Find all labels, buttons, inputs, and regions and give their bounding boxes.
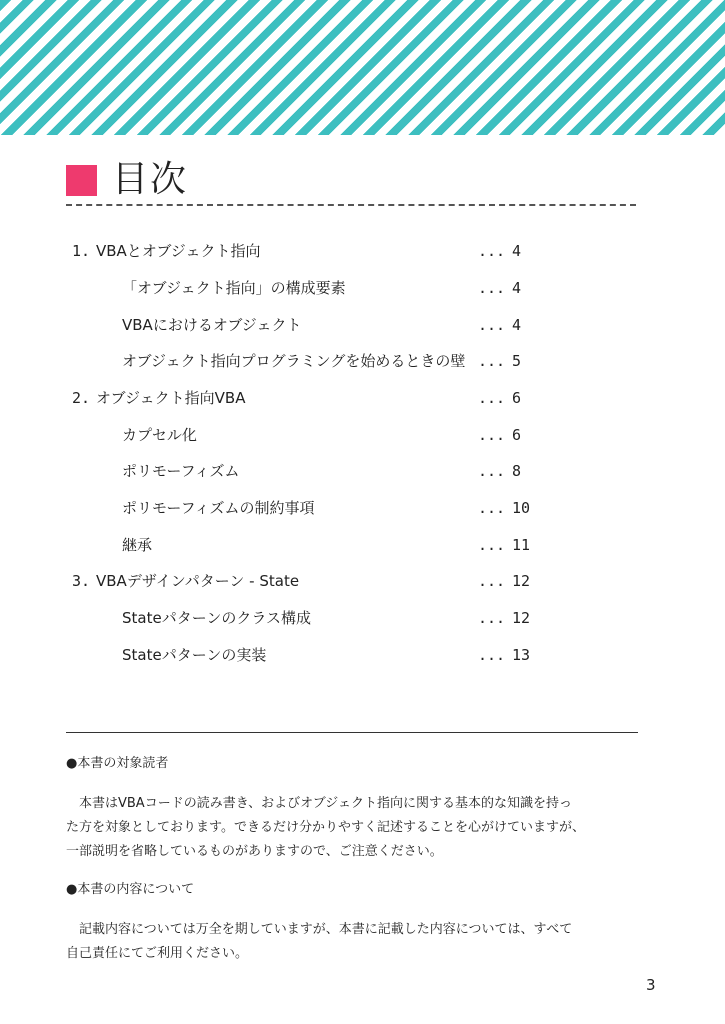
page-number: 3 [646, 976, 656, 994]
section-divider [66, 732, 638, 733]
toc-entry-leader: ... [478, 646, 506, 664]
audience-text-line: 本書はVBAコードの読み書き、およびオブジェクト指向に関する基本的な知識を持っ [66, 796, 573, 811]
toc-entry-page: 10 [512, 499, 531, 517]
toc-entry-page: 4 [512, 316, 522, 334]
toc-entry-page: 11 [512, 536, 531, 554]
toc-entry-leader: ... [478, 242, 506, 260]
audience-text-line: た方を対象としております。できるだけ分かりやすく記述することを心がけていますが、 [66, 820, 585, 835]
toc-entry[interactable] [0, 456, 725, 486]
toc-entry-number: 1. [72, 242, 91, 260]
toc-entry-label: ポリモーフィズム [122, 462, 240, 480]
toc-entry-leader: ... [478, 279, 506, 297]
toc-entry-page: 12 [512, 572, 531, 590]
toc-entry[interactable] [0, 383, 725, 413]
title-dashed-divider [66, 204, 636, 206]
toc-entry[interactable] [0, 346, 725, 376]
content-text-line: 自己責任にてご利用ください。 [66, 946, 249, 961]
title-marker-square [66, 165, 97, 196]
toc-entry-leader: ... [478, 389, 506, 407]
toc-entry[interactable] [0, 530, 725, 560]
striped-header-band [0, 0, 725, 135]
toc-entry-page: 5 [512, 352, 522, 370]
toc-entry-leader: ... [478, 499, 506, 517]
toc-entry-leader: ... [478, 462, 506, 480]
toc-entry[interactable] [0, 236, 725, 266]
toc-entry-page: 13 [512, 646, 531, 664]
toc-entry-page: 8 [512, 462, 522, 480]
toc-entry[interactable] [0, 273, 725, 303]
audience-text-line: 一部説明を省略しているものがありますので、ご注意ください。 [66, 844, 443, 859]
toc-entry-page: 4 [512, 279, 522, 297]
toc-entry-leader: ... [478, 572, 506, 590]
toc-entry[interactable] [0, 566, 725, 596]
toc-entry-label: VBAにおけるオブジェクト [122, 316, 302, 334]
content-text-line: 記載内容については万全を期していますが、本書に記載した内容については、すべて [66, 922, 573, 937]
toc-entry-label: 継承 [122, 536, 153, 554]
toc-entry-label: Stateパターンのクラス構成 [122, 609, 311, 627]
toc-entry-page: 4 [512, 242, 522, 260]
toc-entry-label: オブジェクト指向プログラミングを始めるときの壁 [122, 352, 466, 370]
toc-entry-page: 6 [512, 426, 522, 444]
toc-entry-leader: ... [478, 352, 506, 370]
toc-entry[interactable] [0, 603, 725, 633]
toc-entry-number: 2. [72, 389, 91, 407]
toc-entry-label: 「オブジェクト指向」の構成要素 [122, 279, 346, 297]
toc-entry[interactable] [0, 420, 725, 450]
audience-heading: ●本書の対象読者 [66, 756, 169, 771]
toc-entry-leader: ... [478, 536, 506, 554]
toc-entry-leader: ... [478, 609, 506, 627]
toc-entry-leader: ... [478, 316, 506, 334]
toc-entry-label: カプセル化 [122, 426, 197, 444]
toc-entry-label: VBAデザインパターン - State [96, 572, 300, 590]
toc-entry[interactable] [0, 640, 725, 670]
toc-entry[interactable] [0, 310, 725, 340]
toc-entry-leader: ... [478, 426, 506, 444]
toc-entry[interactable] [0, 493, 725, 523]
toc-entry-number: 3. [72, 572, 91, 590]
toc-entry-label: オブジェクト指向VBA [96, 389, 246, 407]
content-heading: ●本書の内容について [66, 882, 195, 897]
toc-entry-page: 12 [512, 609, 531, 627]
toc-entry-label: VBAとオブジェクト指向 [96, 242, 261, 260]
toc-entry-label: Stateパターンの実装 [122, 646, 267, 664]
toc-entry-page: 6 [512, 389, 522, 407]
toc-entry-label: ポリモーフィズムの制約事項 [122, 499, 315, 517]
page-title: 目次 [112, 159, 189, 200]
